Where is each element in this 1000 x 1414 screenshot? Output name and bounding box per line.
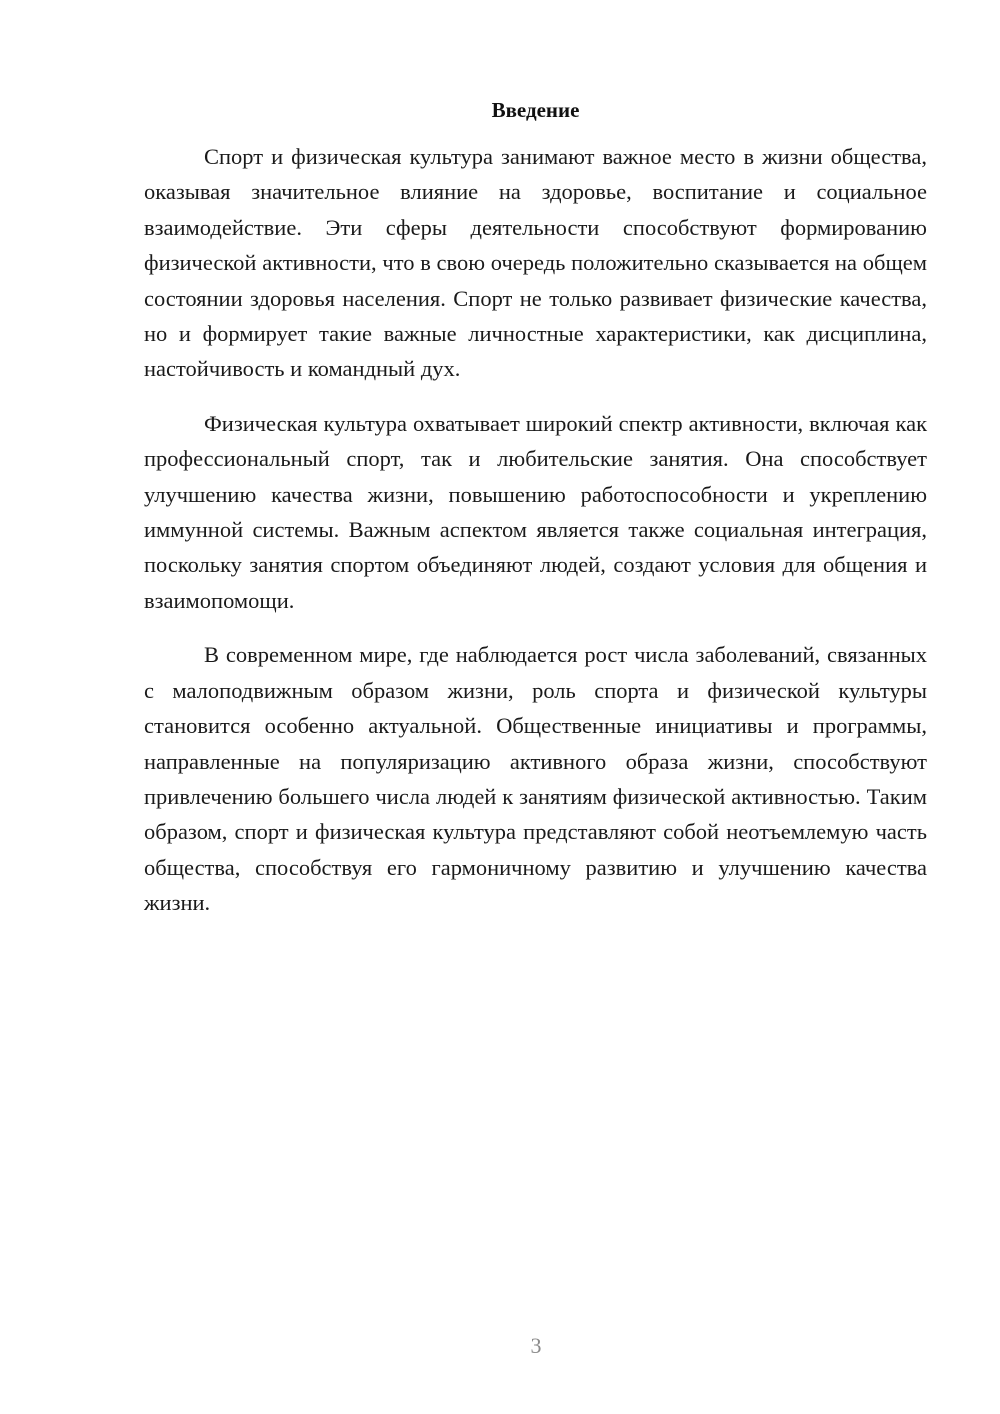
page-content [144,94,927,940]
section-heading: Введение [491,98,580,122]
paragraph-1: Спорт и физическая культура занимают важное место в жизни общества, оказывая значительное влияние на здоровье, воспитание и социальное взаимодействие. Эти сферы деятельности способствуют формированию физической активности, что в свою очередь положительно сказывается на общем состоянии здоровья населения. Спорт не только развивает физические качества, но и формирует такие важные личностные характеристики, как дисциплина, настойчивость и командный дух. [144,144,927,382]
paragraph-2: Физическая культура охватывает широкий спектр активности, включая как профессиональный спорт, так и любительские занятия. Она способствует улучшению качества жизни, повышению работоспособности и укреплению иммунной системы. Важным аспектом является также социальная интеграция, поскольку занятия спортом объединяют людей, создают условия для общения и взаимопомощи. [144,410,927,613]
paragraph-3: В современном мире, где наблюдается рост числа заболеваний, связанных с малоподвижным образом жизни, роль спорта и физической культуры становится особенно актуальной. Общественные инициативы и программы, направленные на популяризацию активного образа жизни, способствуют привлечению большего числа людей к занятиям физической активностью. Таким образом, спорт и физическая культура представляют собой неотъемлемую часть общества, способствуя его гармоничному развитию и улучшению качества жизни. [144,642,927,916]
page-number: 3 [530,1333,542,1358]
